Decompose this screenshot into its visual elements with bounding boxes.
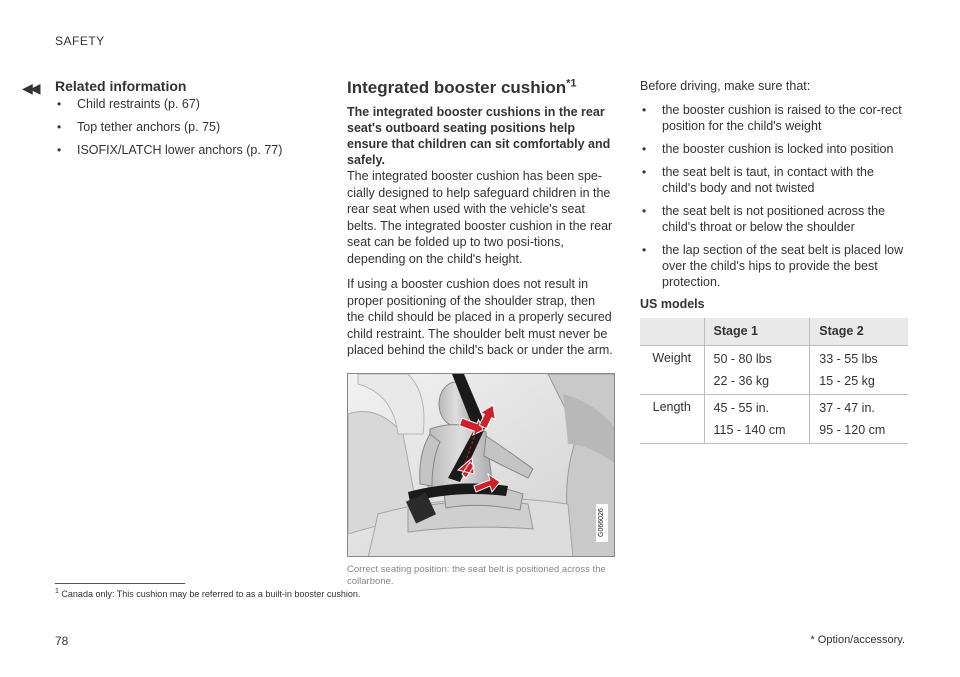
table-row: [640, 346, 908, 395]
length-stage1-in: 45 - 55 in.: [713, 401, 770, 415]
length-stage2-cm: 95 - 120 cm: [819, 423, 886, 437]
row-label-length: Length: [640, 395, 704, 444]
footnote: [55, 588, 360, 599]
check-item: • the lap section of the seat belt is placed low over the child's hips to provide the best protection.: [640, 242, 908, 290]
footnote-marker: *1: [566, 77, 577, 90]
table-header-empty: [640, 318, 704, 346]
check-item: • the seat belt is taut, in contact with the child's body and not twisted: [640, 164, 908, 196]
table-header-row: [640, 318, 908, 346]
footnote-number: 1: [55, 588, 59, 595]
table-row: [640, 395, 908, 444]
length-stage2-cell: [810, 395, 908, 444]
seating-illustration-svg: [348, 374, 615, 557]
booster-cushion-illustration: [347, 373, 615, 557]
us-models-heading: US models: [640, 296, 705, 311]
check-item: • the seat belt is not positioned across the child's throat or below the shoulder: [640, 203, 908, 235]
weight-stage2-lbs: 33 - 55 lbs: [819, 352, 878, 366]
related-information-heading: Related information: [55, 78, 187, 94]
page-number: 78: [55, 634, 69, 648]
related-links-list: [55, 96, 325, 158]
continuation-arrows-icon: ◀◀: [22, 80, 38, 96]
article-paragraph: The integrated booster cushion has been spe-cially designed to help safeguard children in the rear seat when used with the vehicle's seat belts. The integrated booster cushion in the rear seat can be folded up to two posi-tions, depending on the child's height.: [347, 169, 613, 266]
table-header-stage1: Stage 1: [704, 318, 810, 346]
article-paragraph: If using a booster cushion does not result in proper positioning of the shoulder strap, then the child should be placed in a properly secured child restraint. The shoulder belt must never be placed behind the child's back or under the arm.: [347, 277, 613, 357]
article-lead: The integrated booster cushions in the rear seat's outboard seating positions help ensure that children can sit comfortably and safely.: [347, 105, 611, 167]
checklist: [640, 102, 908, 290]
weight-stage1-cell: [704, 346, 810, 395]
weight-stage2-kg: 15 - 25 kg: [819, 374, 875, 388]
figure-code: G066026: [596, 504, 608, 542]
related-link-top-tether[interactable]: • Top tether anchors (p. 75): [55, 119, 325, 135]
article-column: [347, 78, 615, 588]
us-models-table: [640, 318, 908, 445]
length-stage1-cm: 115 - 140 cm: [713, 423, 786, 437]
length-stage2-in: 37 - 47 in.: [819, 401, 875, 415]
article-title-text: Integrated booster cushion: [347, 78, 567, 97]
option-accessory-note: * Option/accessory.: [810, 634, 905, 646]
length-stage1-cell: [704, 395, 810, 444]
row-label-weight: Weight: [640, 346, 704, 395]
figure-caption: Correct seating position: the seat belt is positioned across the collarbone.: [347, 563, 606, 587]
footnote-divider: [55, 583, 185, 584]
related-link-child-restraints[interactable]: • Child restraints (p. 67): [55, 96, 325, 112]
check-item: • the booster cushion is raised to the cor-rect position for the child's weight: [640, 102, 908, 134]
article-title: [347, 78, 615, 98]
check-item: • the booster cushion is locked into position: [640, 141, 908, 157]
weight-stage1-lbs: 50 - 80 lbs: [713, 352, 772, 366]
weight-stage1-kg: 22 - 36 kg: [713, 374, 770, 388]
weight-stage2-cell: [810, 346, 908, 395]
table-header-stage2: Stage 2: [810, 318, 908, 346]
checklist-intro: Before driving, make sure that:: [640, 79, 811, 93]
related-information-column: [55, 78, 325, 165]
section-header: SAFETY: [55, 34, 105, 48]
checklist-column: [640, 78, 908, 444]
related-link-isofix[interactable]: • ISOFIX/LATCH lower anchors (p. 77): [55, 142, 325, 158]
footnote-text: Canada only: This cushion may be referred to as a built-in booster cushion.: [61, 589, 361, 599]
